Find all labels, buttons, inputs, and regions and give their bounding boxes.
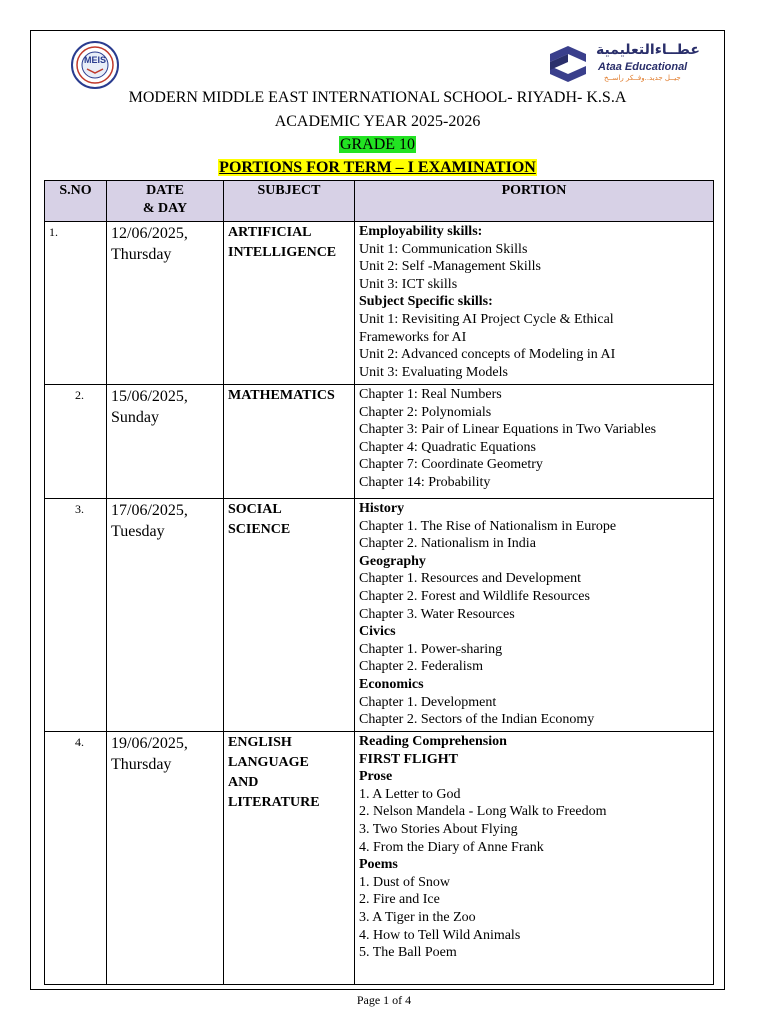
subject-line: INTELLIGENCE bbox=[228, 245, 337, 260]
portions-table bbox=[44, 180, 714, 985]
portion-item: Unit 3: Evaluating Models bbox=[359, 364, 508, 380]
portion-item: Unit 1: Communication Skills bbox=[359, 241, 528, 257]
subject-line: MATHEMATICS bbox=[228, 388, 335, 403]
exam-title bbox=[30, 159, 725, 177]
meis-logo-text: MEIS bbox=[83, 55, 107, 65]
portion-item: Chapter 7: Coordinate Geometry bbox=[359, 457, 543, 473]
portion-heading: Poems bbox=[359, 857, 398, 873]
header-day: & DAY bbox=[142, 201, 188, 216]
table-body bbox=[45, 222, 714, 985]
subject-line: AND bbox=[228, 775, 259, 790]
row-sno: 3. bbox=[45, 499, 107, 732]
portion-item: Unit 1: Revisiting AI Project Cycle & Ethical bbox=[359, 311, 614, 327]
subject-line: LITERATURE bbox=[228, 795, 320, 810]
row-day: Sunday bbox=[111, 409, 159, 426]
portion-item: Chapter 1. Power-sharing bbox=[359, 641, 503, 657]
page-number: Page 1 of 4 bbox=[356, 993, 412, 1007]
academic-year: ACADEMIC YEAR 2025-2026 bbox=[274, 113, 481, 130]
row-date-day bbox=[107, 385, 224, 499]
portion-heading: Reading Comprehension bbox=[359, 734, 507, 749]
row-sno: 4. bbox=[45, 732, 107, 985]
portion-item: Chapter 14: Probability bbox=[359, 474, 491, 490]
portion-item: Chapter 2. Sectors of the Indian Economy bbox=[359, 712, 595, 728]
row-portion bbox=[355, 732, 714, 985]
row-subject bbox=[224, 732, 355, 985]
portion-item: Chapter 2. Forest and Wildlife Resources bbox=[359, 588, 590, 604]
portion-item: 3. Two Stories About Flying bbox=[359, 821, 518, 837]
subject-line: SCIENCE bbox=[228, 522, 291, 537]
ataa-logo bbox=[546, 44, 706, 86]
portion-heading: Geography bbox=[359, 553, 426, 569]
row-subject bbox=[224, 385, 355, 499]
subject-line: ENGLISH bbox=[228, 735, 292, 750]
portion-item: Chapter 3: Pair of Linear Equations in Two Variables bbox=[359, 422, 657, 438]
portion-item: 2. Fire and Ice bbox=[359, 892, 440, 908]
portion-heading: Civics bbox=[359, 624, 396, 640]
ataa-logo-english: Ataa Educational bbox=[598, 61, 688, 73]
meis-logo bbox=[70, 40, 120, 90]
row-date: 19/06/2025, bbox=[111, 735, 188, 752]
grade-label bbox=[30, 136, 725, 154]
portion-item: 2. Nelson Mandela - Long Walk to Freedom bbox=[359, 804, 607, 820]
row-portion bbox=[355, 222, 714, 385]
portion-item: Unit 3: ICT skills bbox=[359, 276, 458, 292]
row-date-day bbox=[107, 222, 224, 385]
header-date-day bbox=[107, 181, 224, 222]
row-day: Thursday bbox=[111, 756, 172, 773]
portion-heading: Prose bbox=[359, 769, 393, 785]
portion-item: 1. Dust of Snow bbox=[359, 874, 451, 890]
portion-heading: FIRST FLIGHT bbox=[359, 751, 458, 767]
subject-line: ARTIFICIAL bbox=[228, 225, 312, 240]
row-sno: 2. bbox=[45, 385, 107, 499]
portion-item: 5. The Ball Poem bbox=[359, 945, 457, 961]
table-row bbox=[45, 385, 714, 499]
row-portion bbox=[355, 385, 714, 499]
ataa-logo-arabic: عطــاءالتعليمية bbox=[596, 42, 700, 58]
row-date: 12/06/2025, bbox=[111, 225, 188, 242]
row-day: Tuesday bbox=[111, 523, 165, 540]
portion-item: 4. How to Tell Wild Animals bbox=[359, 927, 521, 943]
header-portion: PORTION bbox=[355, 181, 714, 222]
table-row bbox=[45, 732, 714, 985]
table-row bbox=[45, 499, 714, 732]
row-date-day bbox=[107, 732, 224, 985]
portion-heading: Subject Specific skills: bbox=[359, 294, 493, 310]
subject-line: SOCIAL bbox=[228, 502, 282, 517]
portion-heading: Employability skills: bbox=[359, 224, 483, 239]
header-sno: S.NO bbox=[45, 181, 107, 222]
header-date: DATE bbox=[146, 183, 184, 198]
row-date: 17/06/2025, bbox=[111, 502, 188, 519]
row-date: 15/06/2025, bbox=[111, 388, 188, 405]
row-subject bbox=[224, 222, 355, 385]
portion-item: Chapter 1. Development bbox=[359, 694, 497, 710]
portion-item: Chapter 4: Quadratic Equations bbox=[359, 439, 536, 455]
portion-item: 3. A Tiger in the Zoo bbox=[359, 909, 476, 925]
portion-item: Chapter 2. Federalism bbox=[359, 659, 484, 675]
subject-line: LANGUAGE bbox=[228, 755, 309, 770]
portion-item: 1. A Letter to God bbox=[359, 786, 461, 802]
portion-item: Chapter 1: Real Numbers bbox=[359, 387, 502, 402]
row-day: Thursday bbox=[111, 246, 172, 263]
exam-title-text: PORTIONS FOR TERM – I EXAMINATION bbox=[219, 159, 536, 176]
grade-highlight: GRADE 10 bbox=[339, 136, 416, 153]
portion-heading: History bbox=[359, 501, 405, 516]
portion-item: Unit 2: Self -Management Skills bbox=[359, 259, 541, 275]
portion-item: Chapter 2. Nationalism in India bbox=[359, 536, 536, 552]
portion-heading: Economics bbox=[359, 676, 424, 692]
row-date-day bbox=[107, 499, 224, 732]
portion-item: Chapter 3. Water Resources bbox=[359, 606, 515, 622]
ataa-logo-tagline: جيــل جديد..وفــكر راســخ bbox=[604, 74, 681, 82]
table-row bbox=[45, 222, 714, 385]
portion-item: Chapter 1. Resources and Development bbox=[359, 571, 581, 587]
portion-item: 4. From the Diary of Anne Frank bbox=[359, 839, 544, 855]
portion-item: Frameworks for AI bbox=[359, 329, 467, 345]
portion-item: Chapter 1. The Rise of Nationalism in Europe bbox=[359, 518, 617, 534]
portion-item: Unit 2: Advanced concepts of Modeling in AI bbox=[359, 347, 616, 363]
row-sno: 1. bbox=[45, 222, 107, 385]
school-name: MODERN MIDDLE EAST INTERNATIONAL SCHOOL- RIYADH- K.S.A bbox=[128, 89, 627, 106]
row-subject bbox=[224, 499, 355, 732]
row-portion bbox=[355, 499, 714, 732]
portion-item: Chapter 2: Polynomials bbox=[359, 404, 492, 420]
header-subject: SUBJECT bbox=[224, 181, 355, 222]
table-header-row bbox=[45, 181, 714, 222]
